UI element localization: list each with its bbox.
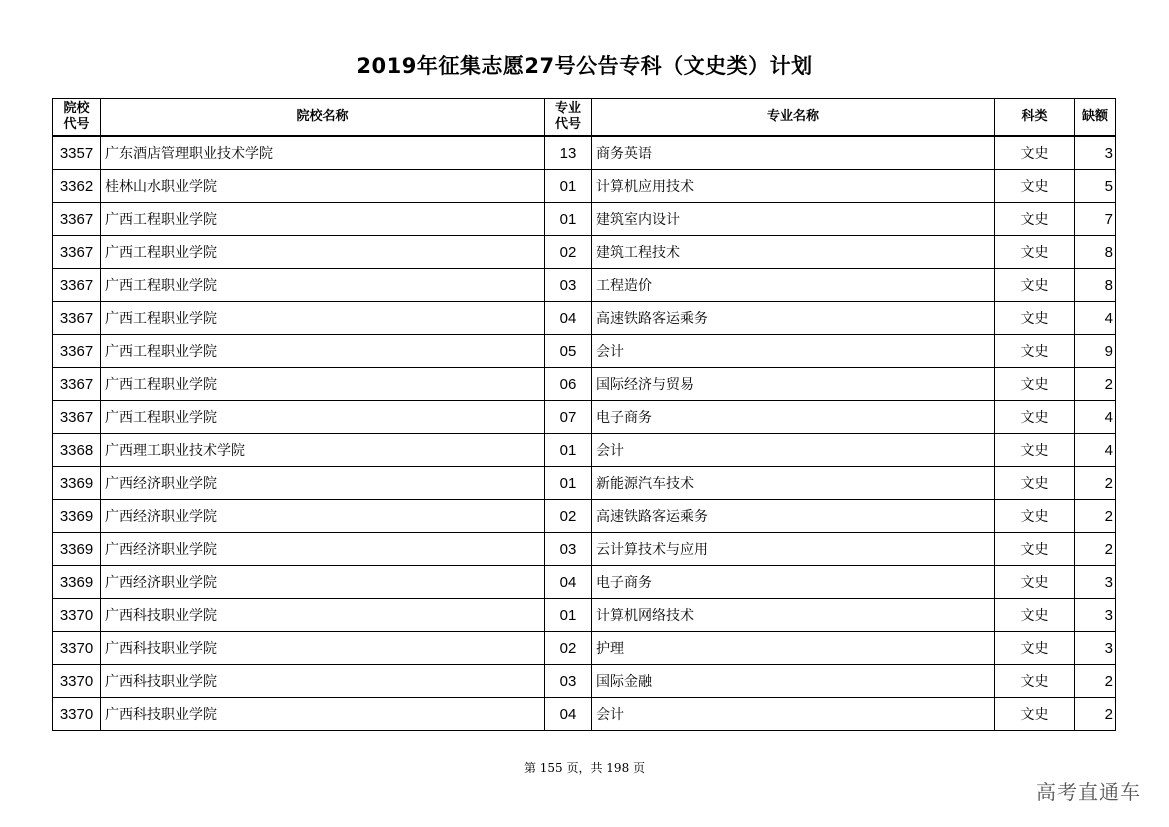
cell-school-code: 3370 (53, 632, 101, 665)
cell-major-name: 云计算技术与应用 (592, 533, 995, 566)
cell-school-name: 广西经济职业学院 (101, 467, 545, 500)
cell-school-code: 3357 (53, 136, 101, 170)
cell-vacancies: 8 (1075, 269, 1116, 302)
cell-school-code: 3367 (53, 203, 101, 236)
table-row (53, 401, 1116, 434)
admissions-plan-table (52, 98, 1116, 731)
cell-major-code: 03 (545, 533, 592, 566)
cell-major-code: 04 (545, 698, 592, 731)
cell-major-code: 01 (545, 467, 592, 500)
table-row (53, 665, 1116, 698)
cell-school-name: 广西工程职业学院 (101, 203, 545, 236)
cell-category: 文史 (995, 665, 1075, 698)
table-row (53, 136, 1116, 170)
table-row (53, 698, 1116, 731)
cell-category: 文史 (995, 236, 1075, 269)
cell-major-name: 商务英语 (592, 136, 995, 170)
header-vacancies: 缺额 (1075, 99, 1116, 137)
cell-school-name: 广西经济职业学院 (101, 500, 545, 533)
cell-school-code: 3369 (53, 533, 101, 566)
table-row (53, 203, 1116, 236)
table-row (53, 467, 1116, 500)
cell-vacancies: 4 (1075, 302, 1116, 335)
cell-school-name: 广西工程职业学院 (101, 368, 545, 401)
cell-school-name: 广西经济职业学院 (101, 533, 545, 566)
cell-school-name: 广西科技职业学院 (101, 665, 545, 698)
page-title: 2019年征集志愿27号公告专科（文史类）计划 (356, 54, 813, 78)
cell-school-name: 广西工程职业学院 (101, 269, 545, 302)
cell-category: 文史 (995, 335, 1075, 368)
table-row (53, 269, 1116, 302)
cell-major-name: 高速铁路客运乘务 (592, 302, 995, 335)
page-footer: 第 155 页，共 198 页 (523, 761, 646, 775)
cell-major-code: 02 (545, 500, 592, 533)
cell-school-name: 广西科技职业学院 (101, 599, 545, 632)
cell-category: 文史 (995, 533, 1075, 566)
cell-category: 文史 (995, 467, 1075, 500)
header-school-code: 院校代号 (53, 99, 101, 137)
cell-major-code: 05 (545, 335, 592, 368)
cell-major-name: 国际金融 (592, 665, 995, 698)
cell-vacancies: 9 (1075, 335, 1116, 368)
cell-category: 文史 (995, 170, 1075, 203)
watermark: 高考直通车 (1036, 780, 1141, 804)
cell-vacancies: 8 (1075, 236, 1116, 269)
cell-major-code: 01 (545, 434, 592, 467)
cell-vacancies: 2 (1075, 698, 1116, 731)
cell-major-code: 06 (545, 368, 592, 401)
cell-major-code: 01 (545, 170, 592, 203)
cell-major-name: 计算机应用技术 (592, 170, 995, 203)
cell-vacancies: 7 (1075, 203, 1116, 236)
cell-major-code: 04 (545, 566, 592, 599)
cell-vacancies: 5 (1075, 170, 1116, 203)
cell-category: 文史 (995, 203, 1075, 236)
cell-major-name: 建筑工程技术 (592, 236, 995, 269)
cell-school-code: 3369 (53, 500, 101, 533)
cell-major-code: 03 (545, 269, 592, 302)
cell-major-code: 01 (545, 203, 592, 236)
cell-major-code: 02 (545, 632, 592, 665)
cell-category: 文史 (995, 599, 1075, 632)
cell-school-code: 3369 (53, 467, 101, 500)
cell-school-name: 广西工程职业学院 (101, 335, 545, 368)
cell-category: 文史 (995, 500, 1075, 533)
cell-category: 文史 (995, 136, 1075, 170)
cell-major-name: 会计 (592, 335, 995, 368)
cell-school-code: 3367 (53, 368, 101, 401)
cell-school-code: 3367 (53, 401, 101, 434)
cell-school-code: 3367 (53, 302, 101, 335)
cell-major-name: 护理 (592, 632, 995, 665)
table-row (53, 632, 1116, 665)
header-major-name: 专业名称 (592, 99, 995, 137)
header-school-name: 院校名称 (101, 99, 545, 137)
table-row (53, 566, 1116, 599)
table-row (53, 599, 1116, 632)
cell-school-name: 广西科技职业学院 (101, 698, 545, 731)
header-major-code: 专业代号 (545, 99, 592, 137)
cell-school-name: 广西工程职业学院 (101, 302, 545, 335)
table-row (53, 533, 1116, 566)
cell-category: 文史 (995, 302, 1075, 335)
table-header-row (53, 99, 1116, 137)
cell-major-code: 07 (545, 401, 592, 434)
cell-vacancies: 3 (1075, 136, 1116, 170)
cell-major-name: 工程造价 (592, 269, 995, 302)
table-row (53, 434, 1116, 467)
cell-category: 文史 (995, 368, 1075, 401)
cell-major-code: 02 (545, 236, 592, 269)
table-row (53, 368, 1116, 401)
cell-school-code: 3367 (53, 335, 101, 368)
cell-vacancies: 2 (1075, 467, 1116, 500)
cell-vacancies: 3 (1075, 599, 1116, 632)
cell-school-name: 广西理工职业技术学院 (101, 434, 545, 467)
cell-vacancies: 2 (1075, 500, 1116, 533)
cell-major-name: 会计 (592, 434, 995, 467)
cell-school-code: 3367 (53, 269, 101, 302)
cell-category: 文史 (995, 401, 1075, 434)
cell-major-name: 高速铁路客运乘务 (592, 500, 995, 533)
cell-major-code: 04 (545, 302, 592, 335)
cell-school-name: 广西工程职业学院 (101, 236, 545, 269)
table-row (53, 170, 1116, 203)
cell-school-code: 3367 (53, 236, 101, 269)
table-row (53, 500, 1116, 533)
cell-major-code: 13 (545, 136, 592, 170)
cell-major-code: 01 (545, 599, 592, 632)
cell-vacancies: 2 (1075, 368, 1116, 401)
table-row (53, 335, 1116, 368)
cell-school-name: 广西工程职业学院 (101, 401, 545, 434)
cell-school-code: 3370 (53, 665, 101, 698)
table-row (53, 302, 1116, 335)
cell-vacancies: 3 (1075, 566, 1116, 599)
header-category: 科类 (995, 99, 1075, 137)
cell-school-code: 3369 (53, 566, 101, 599)
cell-school-name: 桂林山水职业学院 (101, 170, 545, 203)
cell-major-name: 建筑室内设计 (592, 203, 995, 236)
cell-school-code: 3362 (53, 170, 101, 203)
cell-school-name: 广西经济职业学院 (101, 566, 545, 599)
cell-vacancies: 4 (1075, 434, 1116, 467)
cell-major-name: 计算机网络技术 (592, 599, 995, 632)
cell-school-code: 3370 (53, 698, 101, 731)
cell-school-code: 3368 (53, 434, 101, 467)
cell-category: 文史 (995, 566, 1075, 599)
cell-vacancies: 2 (1075, 665, 1116, 698)
cell-major-name: 国际经济与贸易 (592, 368, 995, 401)
cell-school-code: 3370 (53, 599, 101, 632)
cell-major-name: 电子商务 (592, 401, 995, 434)
table-row (53, 236, 1116, 269)
cell-category: 文史 (995, 698, 1075, 731)
cell-vacancies: 4 (1075, 401, 1116, 434)
cell-vacancies: 2 (1075, 533, 1116, 566)
cell-major-code: 03 (545, 665, 592, 698)
cell-vacancies: 3 (1075, 632, 1116, 665)
cell-category: 文史 (995, 632, 1075, 665)
cell-category: 文史 (995, 434, 1075, 467)
table-body (53, 136, 1116, 731)
cell-major-name: 电子商务 (592, 566, 995, 599)
cell-category: 文史 (995, 269, 1075, 302)
cell-major-name: 新能源汽车技术 (592, 467, 995, 500)
cell-school-name: 广西科技职业学院 (101, 632, 545, 665)
cell-school-name: 广东酒店管理职业技术学院 (101, 136, 545, 170)
cell-major-name: 会计 (592, 698, 995, 731)
